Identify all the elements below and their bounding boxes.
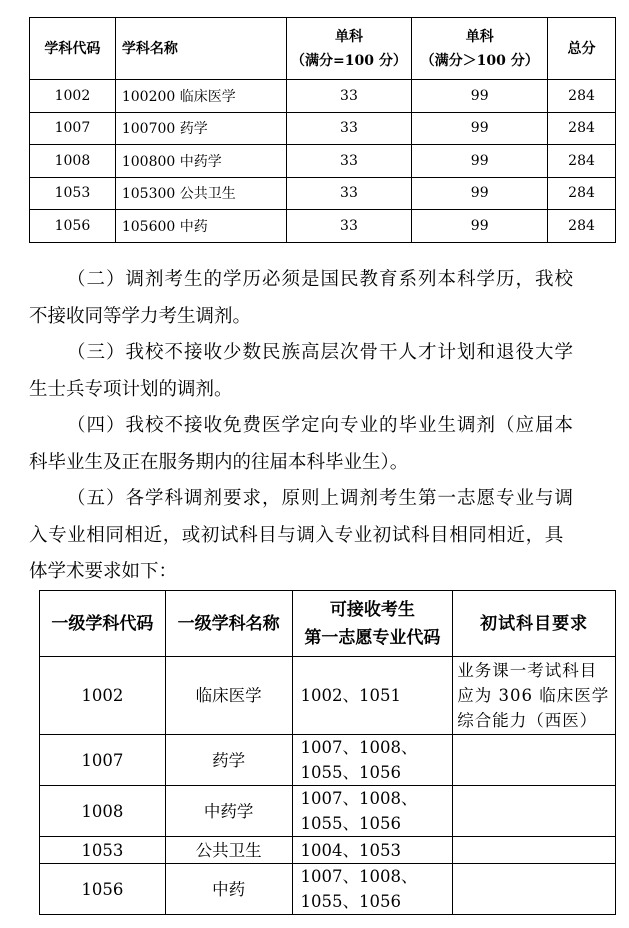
cell-accept: 1004、1053 — [292, 837, 453, 864]
cell-s-over: 99 — [412, 112, 548, 145]
header-subject-name — [115, 18, 286, 80]
cell-code: 1002 — [40, 657, 166, 735]
cell-code: 1053 — [30, 177, 116, 210]
paragraph-line: 体学术要求如下： — [29, 561, 178, 582]
cell-name: 药学 — [165, 735, 292, 786]
paragraph-line: （四）我校不接收免费医学定向专业的毕业生调剂（应届本 — [67, 415, 575, 436]
table-row — [30, 145, 616, 178]
cell-requirement — [453, 837, 616, 864]
paragraph-line: （五）各学科调剂要求，原则上调剂考生第一志愿专业与调 — [67, 488, 575, 509]
header-text: 学科名称 — [121, 40, 178, 57]
header-line: 第一志愿专业代码 — [304, 627, 441, 648]
table-row — [30, 177, 616, 210]
table-row — [40, 657, 616, 735]
table-header-row — [40, 591, 616, 657]
cell-s100: 33 — [286, 145, 412, 178]
header-line: 可接收考生 — [329, 599, 415, 620]
cell-name: 105600 中药 — [115, 210, 286, 243]
header-exam-requirement: 初试科目要求 — [453, 591, 616, 657]
table-row — [40, 837, 616, 864]
paragraph-line: 不接收同等学力考生调剂。 — [29, 305, 252, 327]
paragraph-line: 入专业相同相近，或初试科目与调入专业初试科目相同相近，具 — [29, 524, 564, 546]
cell-name: 临床医学 — [165, 657, 292, 735]
cell-requirement — [453, 735, 616, 786]
cell-s-over: 99 — [412, 80, 548, 113]
cell-s100: 33 — [286, 177, 412, 210]
cell-total: 284 — [548, 112, 616, 145]
cell-code: 1002 — [30, 80, 116, 113]
paragraph-education-requirement — [29, 262, 616, 335]
cell-code: 1056 — [30, 210, 116, 243]
cell-s100: 33 — [286, 210, 412, 243]
cell-name: 100200 临床医学 — [115, 80, 286, 113]
cell-code: 1008 — [30, 145, 116, 178]
header-first-level-name: 一级学科名称 — [165, 591, 292, 657]
cell-s100: 33 — [286, 80, 412, 113]
header-single-100 — [286, 18, 412, 80]
cell-name: 105300 公共卫生 — [115, 177, 286, 210]
cell-accept: 1007、1008、1055、1056 — [292, 864, 453, 915]
cell-s-over: 99 — [412, 145, 548, 178]
cell-code: 1053 — [40, 837, 166, 864]
cell-total: 284 — [548, 210, 616, 243]
header-accepted-codes — [292, 591, 453, 657]
cell-s-over: 99 — [412, 210, 548, 243]
header-text: 总分 — [567, 40, 596, 57]
cell-total: 284 — [548, 177, 616, 210]
table-row — [40, 786, 616, 837]
header-line: （满分＞100 分） — [420, 52, 539, 69]
paragraph-subject-requirements — [29, 481, 616, 591]
paragraph-line: （三）我校不接收少数民族高层次骨干人才计划和退役大学 — [67, 342, 575, 363]
table-row — [40, 735, 616, 786]
cell-requirement: 业务课一考试科目应为 306 临床医学综合能力（西医） — [453, 657, 616, 735]
header-line: （满分=100 分） — [291, 52, 407, 69]
paragraph-line: （二）调剂考生的学历必须是国民教育系列本科学历，我校 — [67, 269, 575, 290]
cell-code: 1007 — [40, 735, 166, 786]
cell-code: 1056 — [40, 864, 166, 915]
cell-name: 100700 药学 — [115, 112, 286, 145]
cutoff-score-table — [29, 17, 616, 243]
cell-s-over: 99 — [412, 177, 548, 210]
cell-s100: 33 — [286, 112, 412, 145]
cell-accept: 1007、1008、1055、1056 — [292, 786, 453, 837]
header-total — [548, 18, 616, 80]
cell-name: 中药 — [165, 864, 292, 915]
cell-accept: 1007、1008、1055、1056 — [292, 735, 453, 786]
cell-name: 100800 中药学 — [115, 145, 286, 178]
header-single-over-100 — [412, 18, 548, 80]
header-text: 学科代码 — [44, 40, 101, 57]
header-subject-code — [30, 18, 116, 80]
paragraph-line: 科毕业生及正在服务期内的往届本科毕业生）。 — [29, 451, 409, 473]
cell-requirement — [453, 786, 616, 837]
paragraph-special-plan — [29, 335, 616, 408]
table-row — [30, 80, 616, 113]
paragraph-line: 生士兵专项计划的调剂。 — [29, 378, 233, 400]
table-header-row — [30, 18, 616, 80]
header-line: 单科 — [334, 28, 363, 45]
table-row — [30, 210, 616, 243]
table-row — [30, 112, 616, 145]
cell-code: 1008 — [40, 786, 166, 837]
cell-total: 284 — [548, 145, 616, 178]
cell-name: 公共卫生 — [165, 837, 292, 864]
header-first-level-code: 一级学科代码 — [40, 591, 166, 657]
cell-code: 1007 — [30, 112, 116, 145]
cell-requirement — [453, 864, 616, 915]
cell-accept: 1002、1051 — [292, 657, 453, 735]
table-row — [40, 864, 616, 915]
paragraph-free-medical — [29, 408, 616, 481]
adjustment-requirement-table — [39, 590, 616, 915]
cell-name: 中药学 — [165, 786, 292, 837]
header-line: 单科 — [465, 28, 494, 45]
cell-total: 284 — [548, 80, 616, 113]
